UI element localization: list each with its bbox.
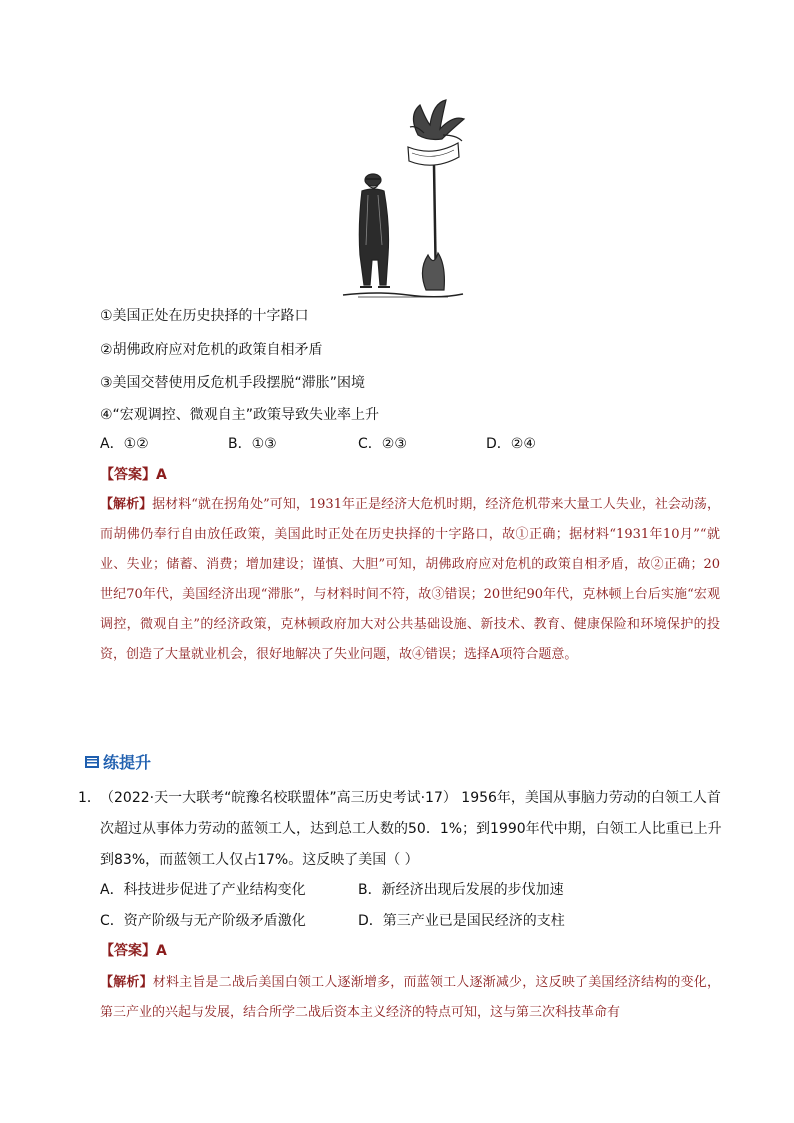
section-title: 练提升 bbox=[103, 753, 152, 772]
option-4: ④“宏观调控、微观自主”政策导致失业率上升 bbox=[100, 407, 380, 423]
option-2: ②胡佛政府应对危机的政策自相矛盾 bbox=[100, 342, 323, 358]
q1-choice-b: B．新经济出现后发展的步伐加速 bbox=[358, 882, 564, 898]
answer-2 bbox=[100, 941, 167, 961]
option-1: ①美国正处在历史抉择的十字路口 bbox=[100, 308, 309, 324]
answer-value: A bbox=[156, 467, 167, 483]
cartoon-image bbox=[338, 95, 466, 300]
book-icon bbox=[84, 754, 100, 770]
choice-d: D．②④ bbox=[486, 436, 536, 452]
answer-value: A bbox=[156, 943, 167, 959]
q1-choice-c: C．资产阶级与无产阶级矛盾激化 bbox=[100, 913, 306, 929]
question-text: （2022·天一大联考“皖豫名校联盟体”高三历史考试·17） 1956年，美国从事脑力劳动的白领工人首次超过从事体力劳动的蓝领工人，达到总工人数的50．1%；到1990年代中期，白领工人比重已上升到83%，而蓝领工人仅占17%。这反映了美国（ ） bbox=[100, 790, 722, 868]
analysis-text: 据材料“就在拐角处”可知，1931年正是经济大危机时期，经济危机带来大量工人失业，社会动荡，而胡佛仍奉行自由放任政策，美国此时正处在历史抉择的十字路口，故①正确；据材料“1931年10月”“就业、失业；储蓄、消费；增加建设；谨慎、大胆”可知，胡佛政府应对危机的政策自相矛盾，故②正确；20世纪70年代，美国经济出现“滞胀”，与材料时间不符，故③错误；20世纪90年代，克林顿上台后实施“宏观调控，微观自主”的经济政策，克林顿政府加大对公共基础设施、新技术、教育、健康保险和环境保护的投资，创造了大量就业机会，很好地解决了失业问题，故④错误；选择A项符合题意。 bbox=[100, 497, 720, 662]
q1-choice-d: D．第三产业已是国民经济的支柱 bbox=[358, 913, 565, 929]
choice-c: C．②③ bbox=[358, 436, 407, 452]
analysis-label: 【解析】 bbox=[100, 497, 153, 512]
question-number: 1． bbox=[78, 790, 101, 806]
analysis-1 bbox=[100, 490, 720, 670]
cartoon-icon bbox=[343, 100, 464, 297]
option-3: ③美国交替使用反危机手段摆脱“滞胀”困境 bbox=[100, 375, 366, 391]
q1-choice-a: A．科技进步促进了产业结构变化 bbox=[100, 882, 306, 898]
analysis-label: 【解析】 bbox=[100, 975, 153, 990]
analysis-text: 材料主旨是二战后美国白领工人逐渐增多，而蓝领工人逐渐减少，这反映了美国经济结构的变化，第三产业的兴起与发展，结合所学二战后资本主义经济的特点可知，这与第三次科技革命有 bbox=[100, 975, 720, 1020]
choice-b: B．①③ bbox=[228, 436, 277, 452]
section-heading bbox=[84, 750, 151, 773]
answer-1 bbox=[100, 465, 167, 485]
answer-label: 【答案】 bbox=[100, 943, 156, 959]
choice-a: A．①② bbox=[100, 436, 149, 452]
analysis-2 bbox=[100, 968, 720, 1028]
answer-label: 【答案】 bbox=[100, 467, 156, 483]
question-1 bbox=[78, 783, 728, 876]
